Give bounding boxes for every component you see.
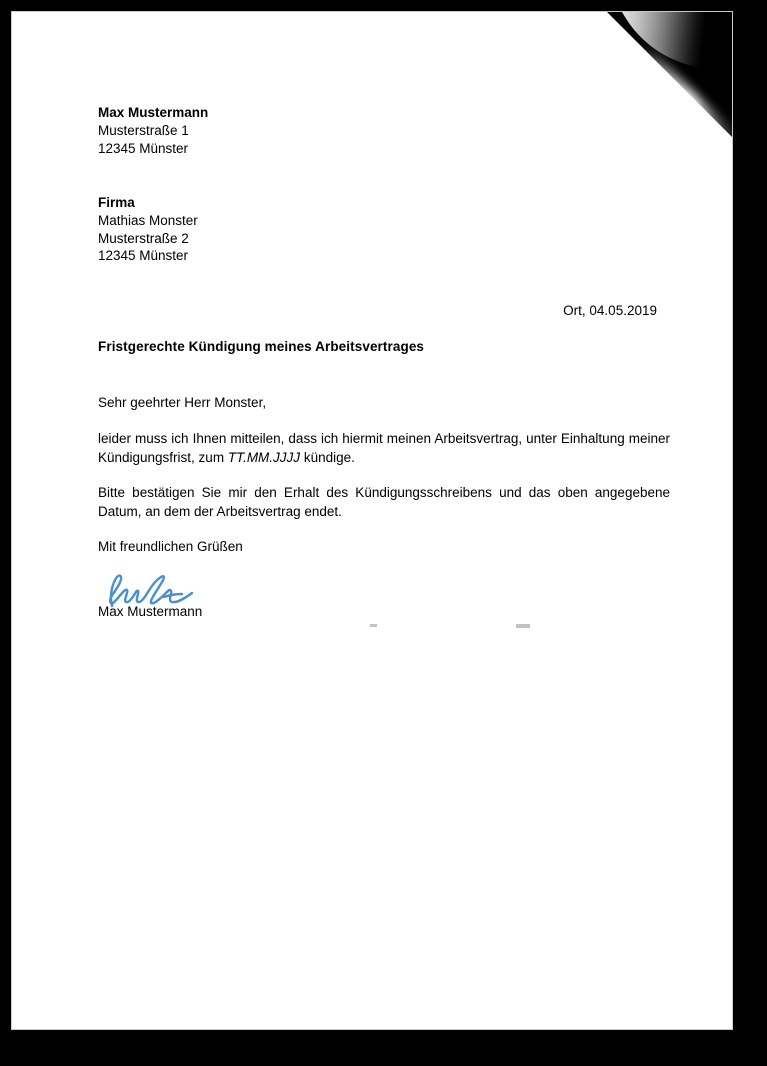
sender-city: 12345 Münster: [98, 140, 189, 156]
closing-line: Mit freundlichen Grüßen: [98, 539, 243, 554]
paragraph-1-text-before: leider muss ich Ihnen mitteilen, dass ich hiermit meinen Arbeitsvertrag, unter Einhaltung meiner Kündigungsfrist, zum: [98, 431, 670, 465]
body-paragraph-1: [98, 430, 670, 467]
recipient-street: Musterstraße 2: [98, 230, 189, 246]
signature-area: [98, 570, 398, 630]
termination-date-placeholder: TT.MM.JJJJ: [227, 449, 301, 465]
letter-paper: [11, 11, 733, 1030]
letter-content: [12, 12, 732, 1029]
recipient-address-block: [98, 194, 198, 265]
sender-address-block: [98, 104, 208, 157]
body-paragraph-2: Bitte bestätigen Sie mir den Erhalt des Kündigungsschreibens und das oben angegebene Datum, an dem der Arbeitsvertrag endet.: [98, 485, 670, 519]
paragraph-1-text-after: kündige.: [300, 449, 355, 465]
place-and-date: Ort, 04.05.2019: [563, 303, 657, 318]
sender-name: Max Mustermann: [98, 105, 209, 120]
artifact-smudge-right: [516, 624, 530, 628]
signature-caption: Max Mustermann: [98, 604, 203, 619]
sender-street: Musterstraße 1: [98, 122, 189, 138]
recipient-name: Mathias Monster: [98, 212, 198, 228]
subject-line: Fristgerechte Kündigung meines Arbeitsvertrages: [98, 339, 425, 354]
recipient-company: Firma: [98, 195, 135, 210]
salutation: Sehr geehrter Herr Monster,: [98, 395, 267, 410]
recipient-city: 12345 Münster: [98, 248, 189, 264]
artifact-smudge-left: [370, 624, 377, 627]
